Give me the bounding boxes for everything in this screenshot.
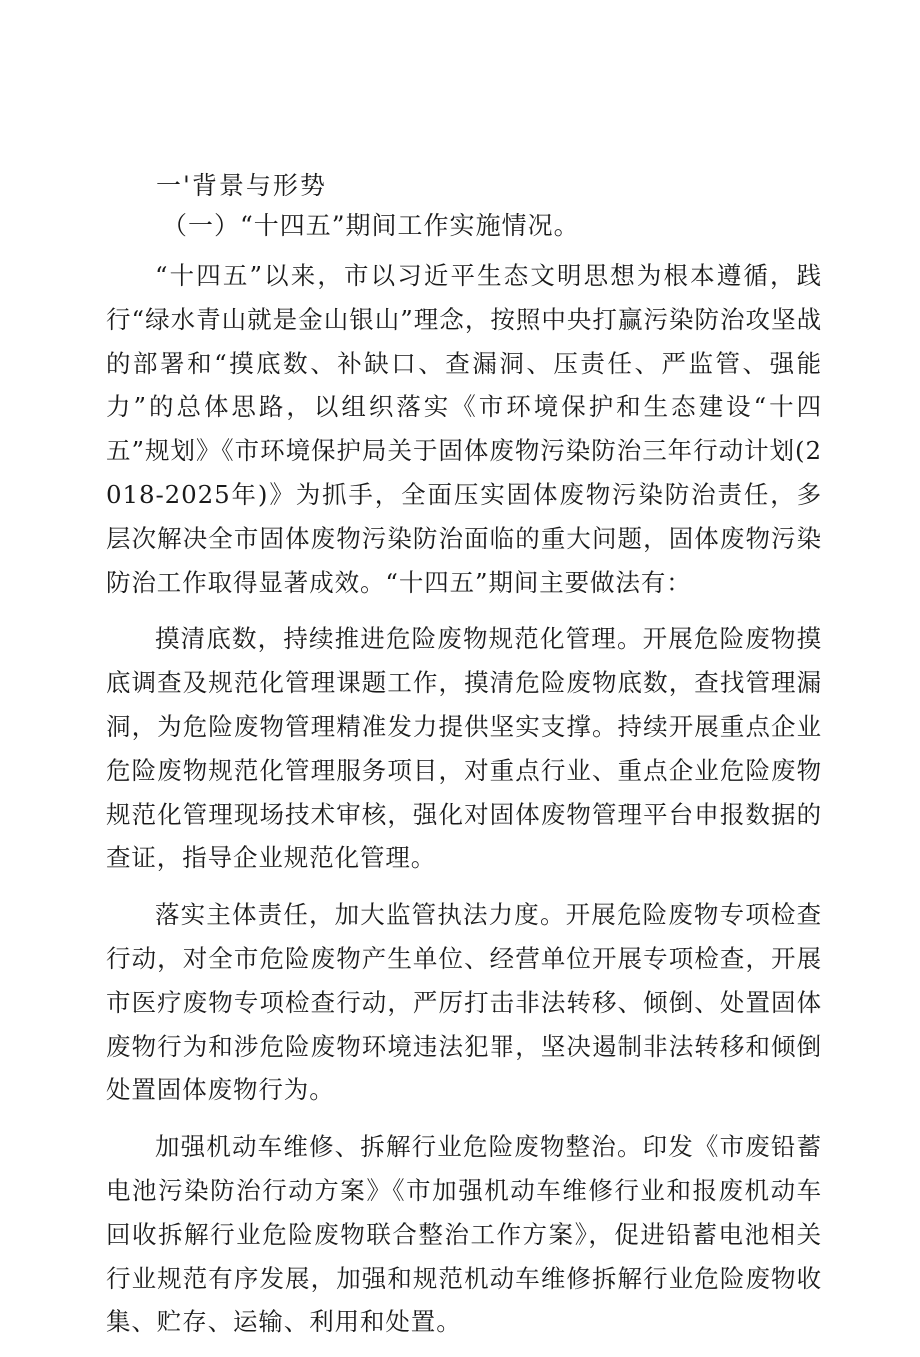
paragraph-hazardous-waste-management: 摸清底数，持续推进危险废物规范化管理。开展危险废物摸底调查及规范化管理课题工作，摸清危险废物底数，查找管理漏洞，为危险废物管理精准发力提供坚实支撑。持续开展重点企业危险废物规范化管理服务项目，对重点行业、重点企业危险废物规范化管理现场技术审核，强化对固体废物管理平台申报数据的查证，指导企业规范化管理。: [106, 624, 822, 873]
document-body: [106, 168, 822, 1357]
subsection-title: （一）“十四五”期间工作实施情况。: [162, 211, 580, 240]
paragraph-vehicle-repair-rectification: 加强机动车维修、拆解行业危险废物整治。印发《市废铅蓄电池污染防治行动方案》《市加强机动车维修行业和报废机动车回收拆解行业危险废物联合整治工作方案》，促进铅蓄电池相关行业规范有序发展，加强和规范机动车维修拆解行业危险废物收集、贮存、运输、利用和处置。: [106, 1132, 822, 1337]
paragraph-overview: “十四五”以来，市以习近平生态文明思想为根本遵循，践行“绿水青山就是金山银山”理念，按照中央打赢污染防治攻坚战的部署和“摸底数、补缺口、查漏洞、压责任、严监管、强能力”的总体思路，以组织落实《市环境保护和生态建设“十四五”规划》《市环境保护局关于固体废物污染防治三年行动计划(2018-2025年)》为抓手，全面压实固体废物污染防治责任，多层次解决全市固体废物污染防治面临的重大问题，固体废物污染防治工作取得显著成效。“十四五”期间主要做法有：: [106, 261, 822, 597]
paragraph-enforcement: 落实主体责任，加大监管执法力度。开展危险废物专项检查行动，对全市危险废物产生单位、经营单位开展专项检查，开展市医疗废物专项检查行动，严厉打击非法转移、倾倒、处置固体废物行为和涉危险废物环境违法犯罪，坚决遏制非法转移和倾倒处置固体废物行为。: [106, 900, 822, 1105]
section-title: 一'背景与形势: [156, 171, 327, 200]
